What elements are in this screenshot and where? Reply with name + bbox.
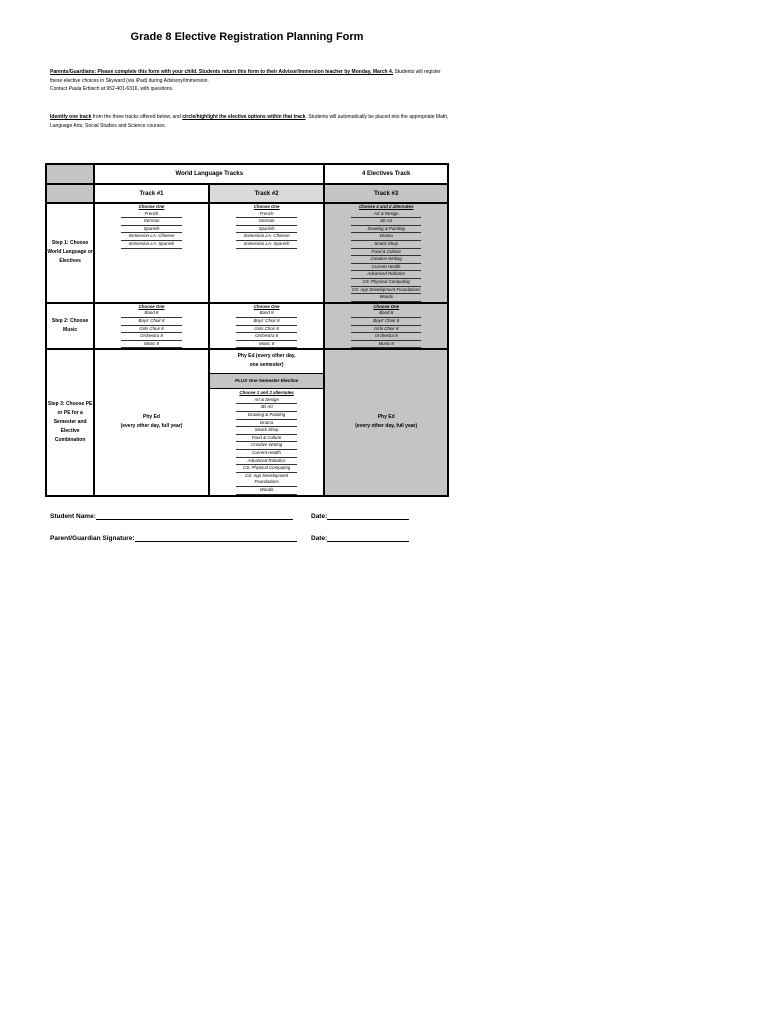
track2-step3-option-item[interactable]: Current Health [236,450,298,458]
track1-music-option-item[interactable]: Music 8 [121,341,182,349]
track3-phy-ed [324,349,448,495]
track2-step3-option-item[interactable]: CS: App Development Foundations [236,473,298,487]
track2-step3-option-item[interactable]: Drawing & Painting [236,412,298,420]
track2-language-option-heading: Choose One [253,204,280,209]
track1-music-option-item[interactable]: Orchestra 8 [121,333,182,341]
instr-part3: circle/highlight the elective options within that track [182,114,306,120]
track2-language-option-item[interactable]: Immersion LA- Chinese [236,233,298,241]
track2-phy-ed-line1: Phy Ed (every other day, [237,353,296,360]
parent-sig-label: Parent/Guardian Signature: [50,535,135,542]
track2-step3-option-item[interactable]: Woods [236,487,298,495]
track1-music-options [94,303,209,350]
student-name-line[interactable] [96,512,293,520]
track3-music-option-item[interactable]: Orchestra 8 [351,333,421,341]
intro-contact: Contact Paula Erbisch at 952-401-6316, with questions. [50,86,174,93]
track1-music-option-heading: Choose One [138,303,165,309]
track2-language-option-item[interactable]: Spanish [236,226,298,234]
track2-music-option-item[interactable]: Orchestra 8 [236,333,298,341]
track2-language-option-item[interactable]: French [236,211,298,219]
intro-bold: Parents/Guardians: Please complete this form with your child. Students return this form to their Advisor/Immersion teacher by Monday, March 4. [50,69,394,75]
intro-normal: Students will register these elective choices in Skyward (via iPad) during Advisory/Immersion. [50,69,441,84]
track2-step3-option-item[interactable]: Advanced Robotics [236,458,298,466]
instr-part1: Identify one track [50,114,92,120]
track3-music-option-heading: Choose One [373,303,400,309]
track2-music-option-item[interactable]: Boys' Choir 8 [236,318,298,326]
track2-language-option-item[interactable]: German [236,218,298,226]
corner-cell [46,164,94,184]
track2-step3-option-item[interactable]: Art & Design [236,397,298,405]
plus-one-elective: PLUS One Semester Elective [210,373,324,389]
student-name-row [50,512,293,520]
track2-step3-options [210,389,324,494]
track3-elective-options [324,203,448,303]
world-language-header: World Language Tracks [94,164,324,184]
track1-language-option-item[interactable]: Spanish [121,226,182,234]
page-title: Grade 8 Elective Registration Planning Form [130,31,364,43]
track3-elective-option-item[interactable]: Art & Design [351,211,421,219]
track2-phy-ed-line2: one semester) [249,362,284,369]
student-name-label: Student Name: [50,513,96,520]
electives-header: 4 Electives Track [324,164,448,184]
step1-label: Step 1: Choose World Language or Electives [46,203,94,303]
track3-elective-option-item[interactable]: CS: Physical Computing [351,279,421,287]
track2-step3-option-heading: Choose 1 and 2 alternates [239,390,294,396]
track1-header: Track #1 [94,184,209,203]
track1-music-option-item[interactable]: Band 8 [121,310,182,318]
track3-elective-option-item[interactable]: Creative Writing [351,256,421,264]
track2-step3-option-item[interactable]: Snack Shop [236,427,298,435]
track3-music-option-item[interactable]: Girls Choir 8 [351,326,421,334]
track3-elective-option-item[interactable]: CS: App Development Foundations [351,287,421,295]
track3-elective-option-item[interactable]: Food & Culture [351,249,421,257]
track3-elective-option-item[interactable]: Drama [351,233,421,241]
track1-phy-ed-title: Phy Ed [143,414,160,421]
track2-step3-option-item[interactable]: Food & Culture [236,435,298,443]
track2-music-option-item[interactable]: Girls Choir 8 [236,326,298,334]
date1-line[interactable] [327,512,409,520]
instr-part4: . Students will automatically be placed into the appropriate Math, Language Arts, Social Studies and Science courses. [50,114,449,129]
track3-elective-option-item[interactable]: Snack Shop [351,241,421,249]
instr-part2: from the three tracks offered below, and [91,114,183,120]
intro-paragraph [50,68,450,94]
track3-music-options [324,303,448,350]
track2-phy-ed-combo [209,349,325,495]
track3-phy-ed-title: Phy Ed [377,414,395,421]
track1-language-option-heading: Choose One [138,204,165,209]
track3-elective-option-item[interactable]: 3D Art [351,218,421,226]
track1-music-option-item[interactable]: Girls Choir 8 [121,326,182,334]
track2-step3-option-item[interactable]: 3D Art [236,404,298,412]
date1-label: Date: [311,513,328,520]
date1-row [311,512,409,520]
parent-sig-row [50,534,297,542]
track3-music-option-item[interactable]: Boys' Choir 8 [351,318,421,326]
track2-language-option-item[interactable]: Immersion LA- Spanish [236,241,298,249]
track3-elective-option-item[interactable]: Advanced Robotics [351,271,421,279]
step-column-header [46,184,94,203]
parent-sig-line[interactable] [135,534,297,542]
track2-music-option-heading: Choose One [253,303,280,309]
track1-language-option-item[interactable]: German [121,218,182,226]
track1-language-option-item[interactable]: Immersion LA- Chinese [121,233,182,241]
step2-label: Step 2: Choose Music [46,303,94,350]
track2-header: Track #2 [209,184,325,203]
date2-line[interactable] [327,534,409,542]
track3-phy-ed-detail: (every other day, full year) [355,423,418,430]
track-table [45,163,449,497]
date2-label: Date: [311,535,328,542]
track3-elective-option-item[interactable]: Current Health [351,264,421,272]
track2-step3-option-item[interactable]: Creative Writing [236,442,298,450]
track3-elective-option-item[interactable]: Drawing & Painting [351,226,421,234]
instructions-paragraph [50,113,450,130]
track2-music-option-item[interactable]: Music 8 [236,341,298,349]
step3-label: Step 3: Choose PE or PE for a Semester and Elective Combination [46,349,94,495]
track2-step3-option-item[interactable]: CS: Physical Computing [236,465,298,473]
track1-music-option-item[interactable]: Boys' Choir 8 [121,318,182,326]
date2-row [311,534,409,542]
track3-music-option-item[interactable]: Band 8 [351,310,421,318]
track2-step3-option-item[interactable]: Drama [236,420,298,428]
track3-music-option-item[interactable]: Music 8 [351,341,421,349]
track1-language-options [94,203,209,303]
track3-elective-option-heading: Choose 4 and 2 alternates [358,204,414,209]
track2-music-options [209,303,325,350]
track2-music-option-item[interactable]: Band 8 [236,310,298,318]
track1-language-option-item[interactable]: French [121,211,182,219]
track1-phy-ed [94,349,209,495]
track2-language-options [209,203,325,303]
track1-language-option-item[interactable]: Immersion LA- Spanish [121,241,182,249]
track3-elective-option-item[interactable]: Woods [351,294,421,302]
track3-header: Track #3 [324,184,448,203]
track1-phy-ed-detail: (every other day, full year) [120,423,183,430]
